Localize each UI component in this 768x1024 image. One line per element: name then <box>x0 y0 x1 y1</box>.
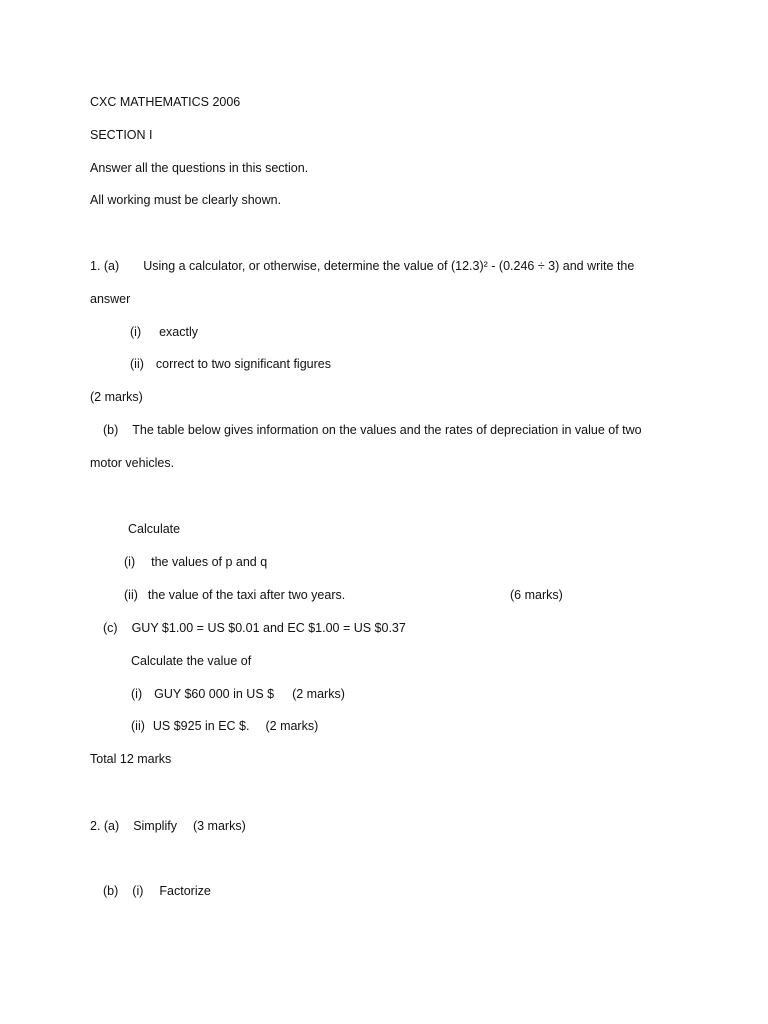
q1-total: Total 12 marks <box>90 752 172 766</box>
q2b-i-text: Factorize <box>159 884 211 898</box>
q1c-label: (c) <box>103 621 118 635</box>
q1c-ii-marks: (2 marks) <box>265 719 319 733</box>
q2b-label: (b) <box>103 884 119 898</box>
q1-number: 1. (a) <box>90 259 120 273</box>
section-heading: SECTION I <box>90 128 153 142</box>
q1b-label: (b) <box>103 423 119 437</box>
q1b-i-line <box>124 554 267 570</box>
q2a-text: Simplify <box>133 819 177 833</box>
q1b-ii-text: the value of the taxi after two years. <box>147 588 346 602</box>
q1a-line <box>90 258 634 274</box>
q1a-ii-number: (ii) <box>130 357 144 371</box>
q1a-i-number: (i) <box>130 325 142 339</box>
q1c-i-line <box>131 686 345 702</box>
q1c-calculate: Calculate the value of <box>131 654 252 668</box>
q1c-i-text: GUY $60 000 in US $ <box>154 687 275 701</box>
q1b-marks: (6 marks) <box>510 588 563 602</box>
q1b-line <box>103 422 642 438</box>
q1a-continuation: answer <box>90 292 131 306</box>
q1b-continuation: motor vehicles. <box>90 456 175 470</box>
q1b-ii-number: (ii) <box>124 588 138 602</box>
q2b-line <box>103 883 211 899</box>
q1b-calculate: Calculate <box>128 522 181 536</box>
q1c-ii-number: (ii) <box>131 719 145 733</box>
q1b-i-number: (i) <box>124 555 136 569</box>
q1a-text: Using a calculator, or otherwise, determine the value of (12.3)² - (0.246 ÷ 3) and write the <box>143 259 635 273</box>
q2b-i-number: (i) <box>132 884 144 898</box>
q1c-i-number: (i) <box>131 687 143 701</box>
q1c-line <box>103 620 406 636</box>
q1c-ii-text: US $925 in EC $. <box>152 719 250 733</box>
document-title: CXC MATHEMATICS 2006 <box>90 95 241 109</box>
q1a-i-text: exactly <box>159 325 199 339</box>
q2-number: 2. (a) <box>90 819 120 833</box>
q1b-i-text: the values of p and q <box>151 555 268 569</box>
q1c-text: GUY $1.00 = US $0.01 and EC $1.00 = US $0.37 <box>131 621 406 635</box>
instruction-answer-all: Answer all the questions in this section. <box>90 161 309 175</box>
instruction-working: All working must be clearly shown. <box>90 193 282 207</box>
q1c-i-marks: (2 marks) <box>292 687 345 701</box>
q1a-ii-line <box>130 356 331 372</box>
q1a-marks: (2 marks) <box>90 390 143 404</box>
q1b-ii-line <box>124 587 345 603</box>
q2a-line <box>90 818 246 834</box>
q1b-text: The table below gives information on the values and the rates of depreciation in value of two <box>132 423 642 437</box>
q1c-ii-line <box>131 718 318 734</box>
q1a-ii-text: correct to two significant figures <box>155 357 331 371</box>
q1a-i-line <box>130 324 198 340</box>
q2a-marks: (3 marks) <box>192 819 246 833</box>
